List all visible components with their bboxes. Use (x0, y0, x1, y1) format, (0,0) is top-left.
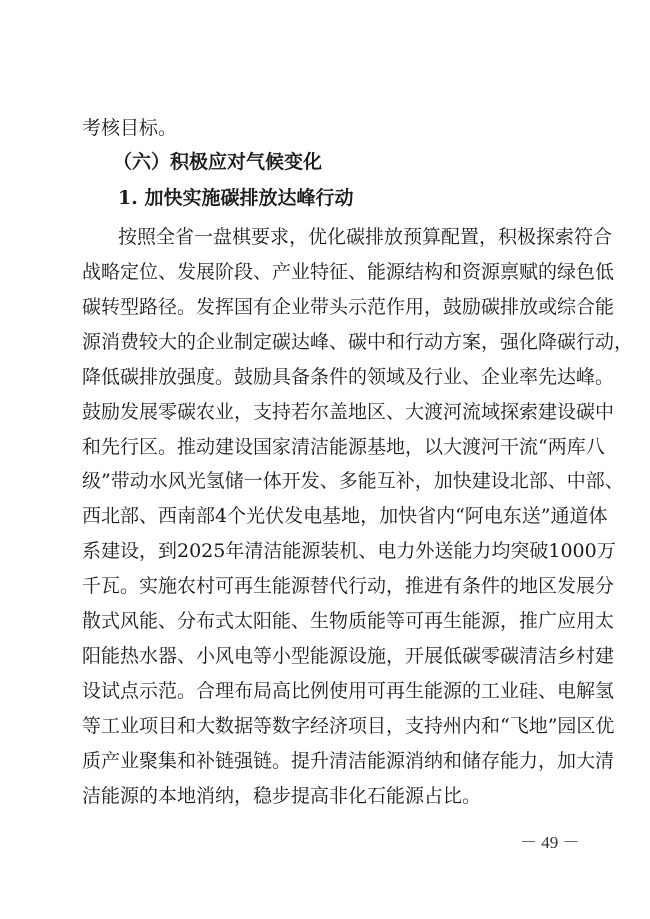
subsection-heading: 1. 加快实施碳排放达峰行动 (118, 187, 354, 209)
text-line: 降低碳排放强度。鼓励具备条件的领域及行业、企业率先达峰。 (82, 366, 615, 388)
text-line: 质产业聚集和补链强链。提升清洁能源消纳和储存能力，加大清 (82, 750, 615, 772)
text-line: 级”带动水风光氢储一体开发、多能互补，加快建设北部、中部、 (82, 470, 624, 492)
text-line: 系建设，到2025年清洁能源装机、电力外送能力均突破1000万 (82, 540, 616, 562)
text-line: 等工业项目和大数据等数字经济项目，支持州内和“飞地”园区优 (82, 715, 615, 737)
text-line: 阳能热水器、小风电等小型能源设施，开展低碳零碳清洁乡村建 (82, 645, 615, 667)
text-line: 设试点示范。合理布局高比例使用可再生能源的工业硅、电解氢 (82, 680, 615, 702)
text-line: 考核目标。 (82, 117, 178, 139)
text-line: 和先行区。推动建设国家清洁能源基地，以大渡河干流“两库八 (82, 436, 605, 458)
text-line: 洁能源的本地消纳，稳步提高非化石能源占比。 (82, 785, 482, 807)
text-line: 鼓励发展零碳农业，支持若尔盖地区、大渡河流域探索建设碳中 (82, 401, 615, 423)
page-number: － 49 － (520, 833, 580, 852)
text-line: 西北部、西南部4个光伏发电基地，加快省内“阿电东送”通道体 (82, 505, 608, 527)
text-line: 按照全省一盘棋要求，优化碳排放预算配置，积极探索符合 (118, 226, 613, 248)
text-line: 千瓦。实施农村可再生能源替代行动，推进有条件的地区发展分 (82, 575, 615, 597)
text-line: 散式风能、分布式太阳能、生物质能等可再生能源，推广应用太 (82, 610, 615, 632)
text-line: 碳转型路径。发挥国有企业带头示范作用，鼓励碳排放或综合能 (82, 296, 615, 318)
text-line: 战略定位、发展阶段、产业特征、能源结构和资源禀赋的绿色低 (82, 261, 615, 283)
section-heading: （六）积极应对气候变化 (113, 151, 323, 173)
text-line: 源消费较大的企业制定碳达峰、碳中和行动方案，强化降碳行动， (82, 331, 634, 353)
